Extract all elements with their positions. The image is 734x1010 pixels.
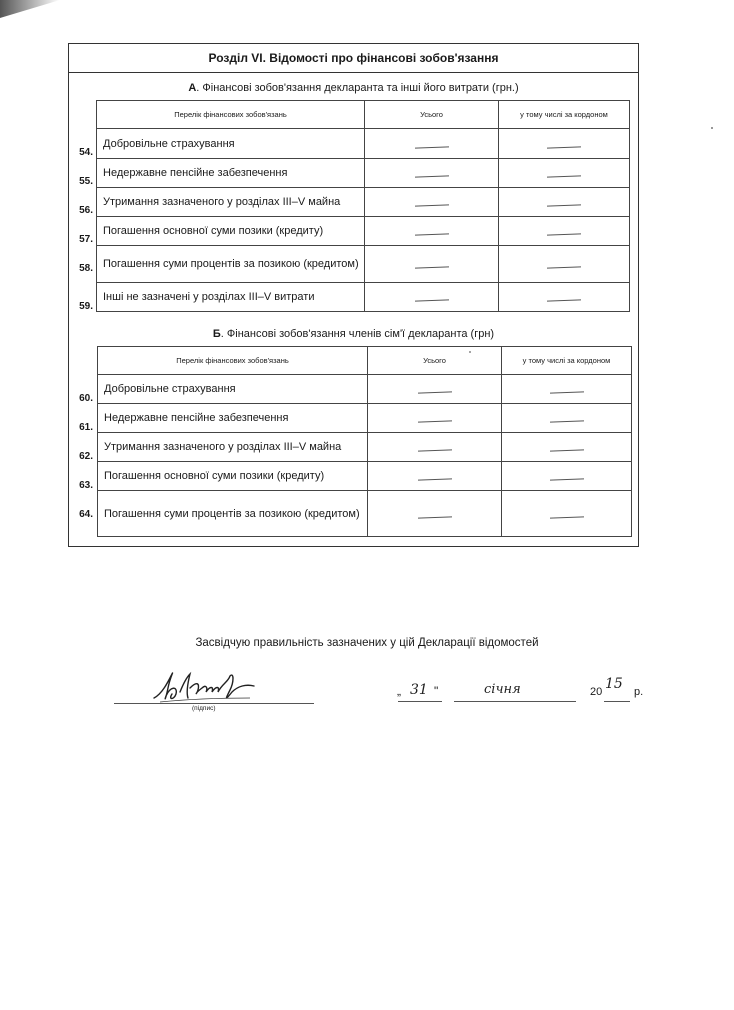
part-b-title-text: . Фінансові зобов'язання членів сім'ї декларанта (грн) xyxy=(220,328,495,340)
date-day: 31 xyxy=(410,682,428,698)
row-label: Недержавне пенсійне забезпечення xyxy=(98,404,368,433)
date-month: січня xyxy=(484,682,521,697)
part-b-header-abroad: у тому числі за кордоном xyxy=(502,347,632,375)
row-number: 60. xyxy=(79,393,93,404)
part-a-header-list: Перелік фінансових зобов'язань xyxy=(97,101,365,129)
row-number: 55. xyxy=(79,176,93,187)
part-a-letter: А xyxy=(188,82,197,94)
row-number: 59. xyxy=(79,301,93,312)
signature-label: (підпис) xyxy=(192,705,216,712)
row-label: Погашення суми процентів за позикою (кредитом) xyxy=(97,246,365,283)
part-a-title-text: . Фінансові зобов'язання декларанта та інші його витрати (грн.) xyxy=(196,82,519,94)
row-label: Утримання зазначеного у розділах III–V майна xyxy=(98,433,368,462)
row-number: 58. xyxy=(79,263,93,274)
part-b-header-total: Усього xyxy=(368,347,502,375)
certification-text: Засвідчую правильність зазначених у цій Декларації відомостей xyxy=(195,637,539,649)
part-b-header-list: Перелік фінансових зобов'язань xyxy=(98,347,368,375)
part-a-header-abroad: у тому числі за кордоном xyxy=(499,101,630,129)
row-number: 64. xyxy=(79,509,93,520)
row-label: Добровільне страхування xyxy=(97,129,365,159)
section-title: Розділ VI. Відомості про фінансові зобов'язання xyxy=(69,44,638,73)
date-close-quote: " xyxy=(434,684,439,698)
row-label: Інші не зазначені у розділах III–V витрати xyxy=(97,283,365,312)
row-label: Добровільне страхування xyxy=(98,375,368,404)
row-number: 61. xyxy=(79,422,93,433)
row-number: 56. xyxy=(79,205,93,216)
row-label: Утримання зазначеного у розділах III–V майна xyxy=(97,188,365,217)
row-number: 63. xyxy=(79,480,93,491)
row-number: 54. xyxy=(79,147,93,158)
year-end: р. xyxy=(634,686,644,698)
row-number: 57. xyxy=(79,234,93,245)
row-label: Погашення основної суми позики (кредиту) xyxy=(98,462,368,491)
row-label: Погашення основної суми позики (кредиту) xyxy=(97,217,365,246)
date-open-quote: „ xyxy=(397,684,401,698)
year-suffix: 15 xyxy=(605,676,623,692)
row-label: Недержавне пенсійне забезпечення xyxy=(97,159,365,188)
part-b-letter: Б xyxy=(212,328,221,340)
row-number: 62. xyxy=(79,451,93,462)
part-a-header-total: Усього xyxy=(365,101,499,129)
year-prefix: 20 xyxy=(590,686,603,698)
row-label: Погашення суми процентів за позикою (кредитом) xyxy=(98,491,368,537)
